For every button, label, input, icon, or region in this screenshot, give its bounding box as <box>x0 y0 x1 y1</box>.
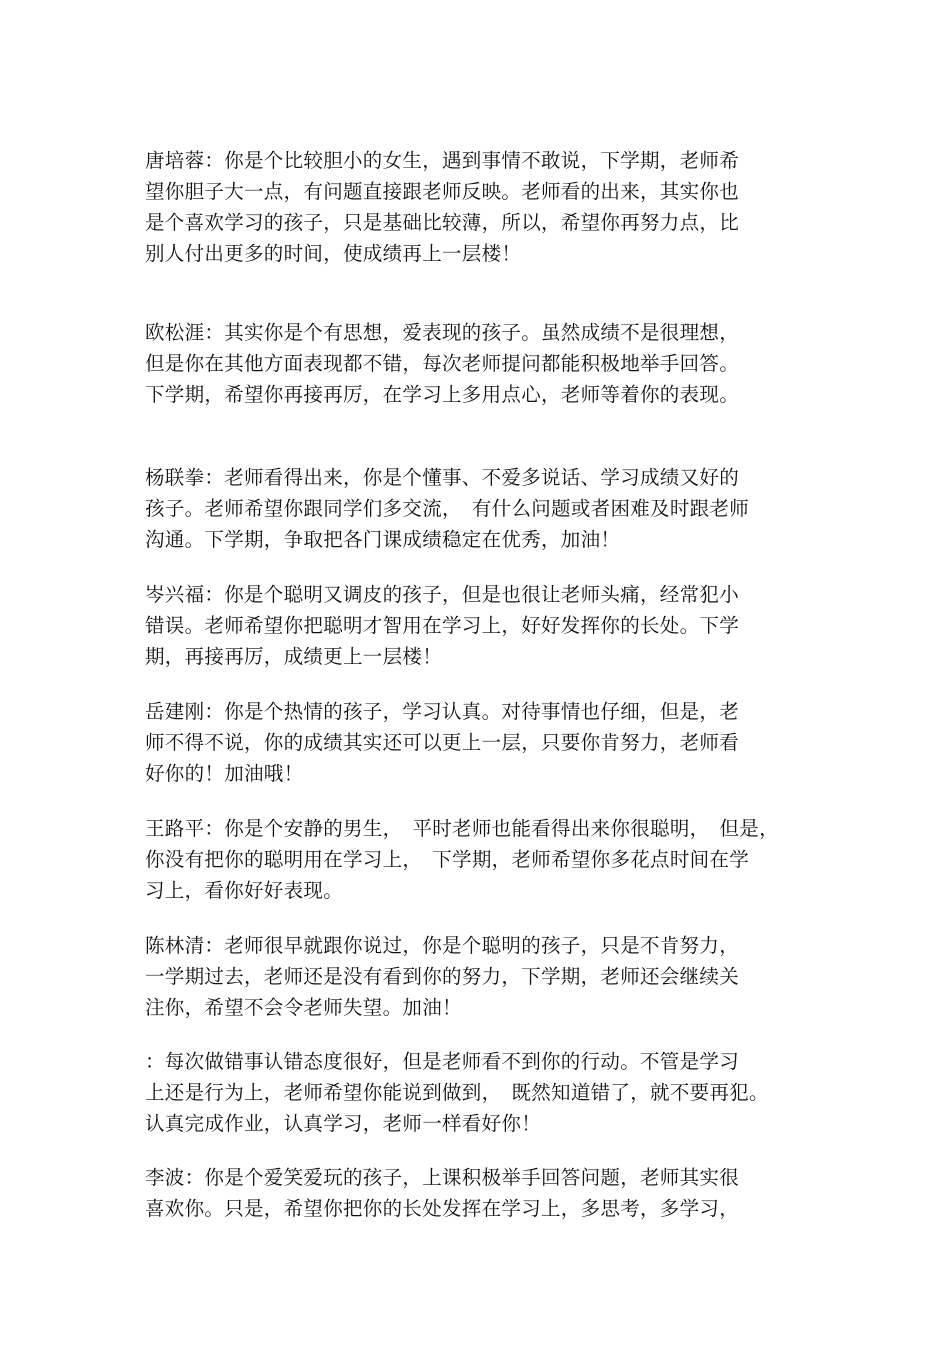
text-line: 唐培蓉：你是个比较胆小的女生，遇到事情不敢说，下学期，老师希 <box>145 149 740 172</box>
text-line: 你没有把你的聪明用在学习上， 下学期，老师希望你多花点时间在学 <box>145 848 750 871</box>
text-line: 好你的！加油哦！ <box>145 762 304 785</box>
text-line: 喜欢你。只是，希望你把你的长处发挥在学习上，多思考，多学习， <box>145 1197 740 1220</box>
text-line: 杨联拳：老师看得出来，你是个懂事、不爱多说话、学习成绩又好的 <box>145 466 740 489</box>
text-line: 王路平：你是个安静的男生， 平时老师也能看得出来你很聪明， 但是， <box>145 817 779 840</box>
text-line: 望你胆子大一点，有问题直接跟老师反映。老师看的出来，其实你也 <box>145 180 740 203</box>
text-line: 欧松涯：其实你是个有思想，爱表现的孩子。虽然成绩不是很理想， <box>145 321 740 344</box>
text-line: 岑兴福：你是个聪明又调皮的孩子，但是也很让老师头痛，经常犯小 <box>145 583 740 606</box>
text-line: 错误。老师希望你把聪明才智用在学习上，好好发挥你的长处。下学 <box>145 614 740 637</box>
comment-paragraph <box>145 462 845 555</box>
text-line: 注你，希望不会令老师失望。加油！ <box>145 996 462 1019</box>
text-line: 一学期过去，老师还是没有看到你的努力，下学期，老师还会继续关 <box>145 965 740 988</box>
comment-paragraph <box>145 930 845 1023</box>
comment-paragraph <box>145 813 845 906</box>
comment-paragraph <box>145 579 845 672</box>
text-line: 期，再接再厉，成绩更上一层楼！ <box>145 645 443 668</box>
text-line: 但是你在其他方面表现都不错，每次老师提问都能积极地举手回答。 <box>145 352 740 375</box>
comment-paragraph <box>145 696 845 789</box>
text-line: 岳建刚：你是个热情的孩子，学习认真。对待事情也仔细，但是，老 <box>145 700 740 723</box>
text-line: 习上，看你好好表现。 <box>145 879 344 902</box>
comment-paragraph <box>145 145 845 269</box>
text-line: 孩子。老师希望你跟同学们多交流， 有什么问题或者困难及时跟老师 <box>145 497 750 520</box>
text-line: 李波：你是个爱笑爱玩的孩子，上课积极举手回答问题，老师其实很 <box>145 1166 740 1189</box>
comment-paragraph <box>145 1162 845 1224</box>
text-line: 下学期，希望你再接再厉，在学习上多用点心，老师等着你的表现。 <box>145 383 740 406</box>
text-line: 师不得不说，你的成绩其实还可以更上一层，只要你肯努力，老师看 <box>145 731 740 754</box>
text-line: 认真完成作业，认真学习，老师一样看好你！ <box>145 1112 542 1135</box>
text-line: 上还是行为上，老师希望你能说到做到， 既然知道错了，就不要再犯。 <box>145 1081 769 1104</box>
text-line: 沟通。下学期，争取把各门课成绩稳定在优秀，加油！ <box>145 528 621 551</box>
text-line: 别人付出更多的时间，使成绩再上一层楼！ <box>145 242 522 265</box>
text-line: 是个喜欢学习的孩子，只是基础比较薄，所以，希望你再努力点，比 <box>145 211 740 234</box>
comment-paragraph <box>145 1046 845 1139</box>
text-line: ：每次做错事认错态度很好，但是老师看不到你的行动。不管是学习 <box>145 1050 740 1073</box>
text-line: 陈林清：老师很早就跟你说过，你是个聪明的孩子，只是不肯努力， <box>145 934 740 957</box>
comment-paragraph <box>145 317 845 410</box>
